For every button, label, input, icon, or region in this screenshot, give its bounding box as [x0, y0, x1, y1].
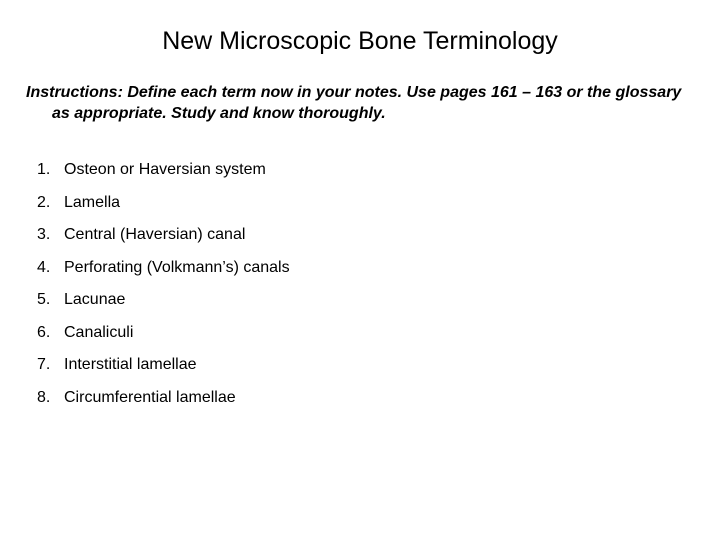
term-text: Circumferential lamellae	[64, 388, 236, 406]
term-item	[37, 388, 290, 421]
term-number: 2.	[37, 193, 51, 211]
term-text: Osteon or Haversian system	[64, 161, 266, 178]
term-number: 4.	[37, 258, 51, 276]
term-item	[37, 290, 290, 323]
term-item	[37, 225, 290, 258]
term-number: 5.	[37, 291, 51, 308]
slide-title: New Microscopic Bone Terminology	[162, 27, 558, 55]
term-number: 1.	[37, 161, 51, 178]
term-text: Lamella	[64, 193, 121, 211]
term-text: Lacunae	[64, 291, 126, 308]
term-text: Central (Haversian) canal	[64, 226, 246, 243]
term-number: 8.	[37, 388, 51, 406]
term-item	[37, 258, 290, 291]
term-text: Perforating (Volkmann’s) canals	[64, 258, 290, 276]
term-item	[37, 160, 290, 193]
instructions-text: Instructions: Define each term now in your notes. Use pages 161 – 163 or the glossary as appropriate. Study and know thoroughly.	[26, 84, 682, 122]
term-text: Canaliculi	[64, 323, 134, 341]
term-item	[37, 193, 290, 226]
term-number: 7.	[37, 356, 51, 373]
term-number: 6.	[37, 323, 51, 341]
term-text: Interstitial lamellae	[64, 356, 197, 373]
term-list	[37, 160, 290, 420]
term-item	[37, 355, 290, 388]
term-number: 3.	[37, 226, 51, 243]
term-item	[37, 323, 290, 356]
